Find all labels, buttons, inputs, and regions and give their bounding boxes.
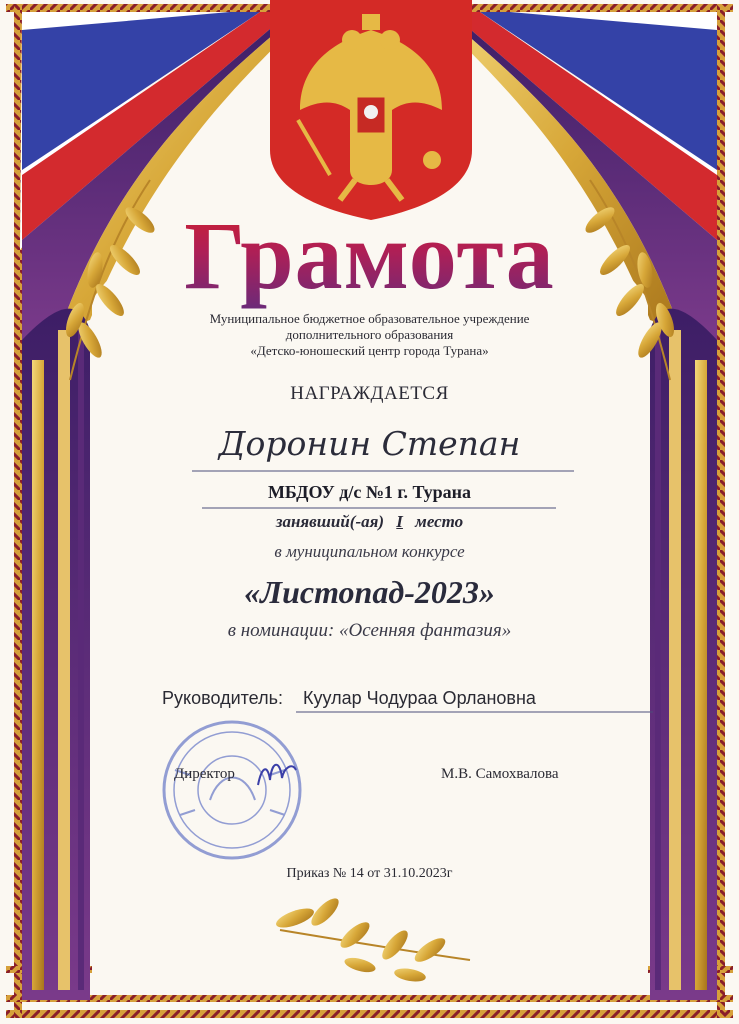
place-line	[0, 512, 739, 532]
contest-intro: в муниципальном конкурсе	[274, 542, 465, 561]
nomination: в номинации: «Осенняя фантазия»	[227, 620, 512, 641]
place-value: I	[396, 512, 403, 531]
place-suffix: место	[415, 512, 464, 531]
organization-line-1: Муниципальное бюджетное образовательное учреждение	[209, 311, 530, 326]
place-prefix: занявший(-ая)	[275, 512, 385, 531]
double-headed-eagle-emblem	[270, 0, 472, 220]
director-name: М.В. Самохвалова	[441, 766, 559, 782]
contest-name: «Листопад-2023»	[244, 574, 495, 610]
organization-line-2: дополнительного образования	[285, 327, 454, 342]
recipient-name: Доронин Степан	[218, 424, 521, 463]
certificate-title: Грамота	[0, 200, 739, 311]
school-name: МБДОУ д/с №1 г. Турана	[267, 482, 472, 502]
awarded-label: НАГРАЖДАЕТСЯ	[290, 383, 449, 404]
leader-name: Куулар Чодураа Орлановна	[303, 688, 536, 708]
order-reference: Приказ № 14 от 31.10.2023г	[286, 866, 453, 881]
director-label: Директор	[174, 766, 235, 782]
organization-line-3: «Детско-юношеский центр города Турана»	[250, 343, 489, 358]
leader-label: Руководитель:	[162, 688, 283, 708]
